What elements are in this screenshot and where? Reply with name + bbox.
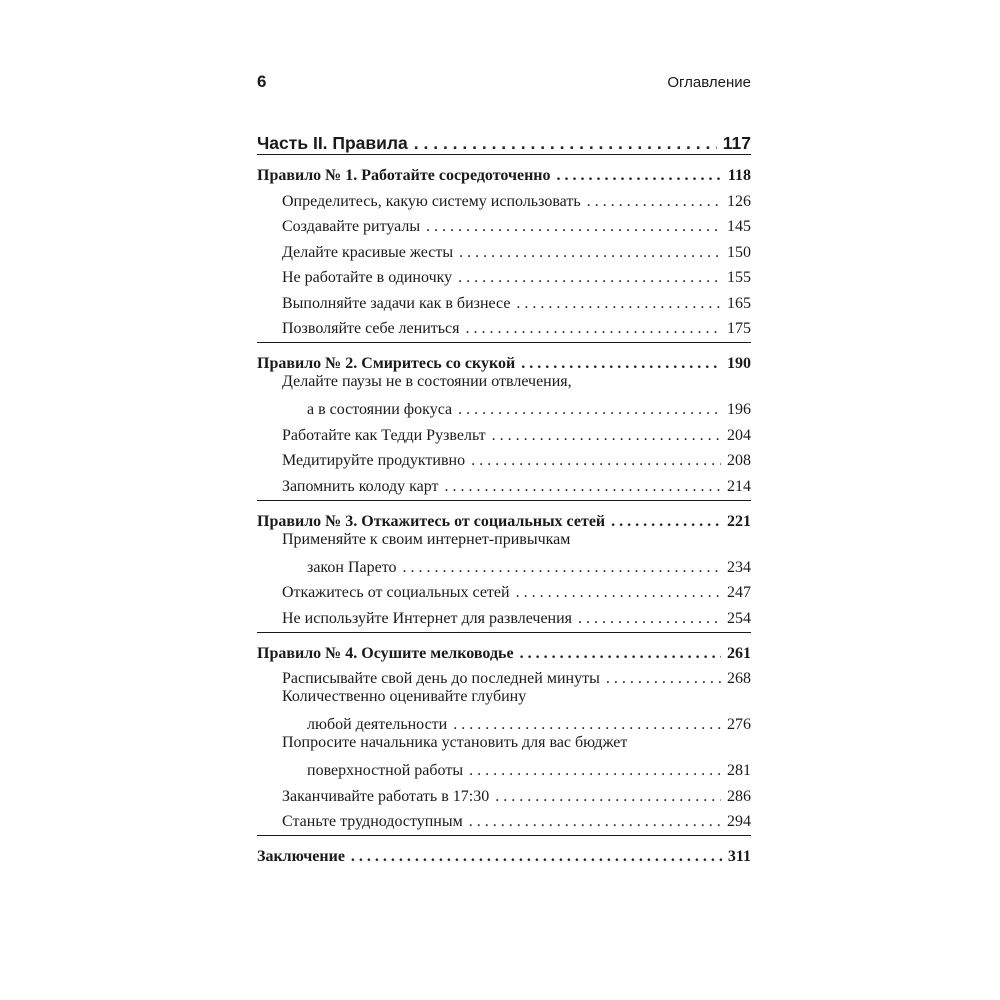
toc-rule	[257, 343, 751, 373]
toc-entry-page: 214	[721, 478, 751, 496]
toc-entry	[257, 531, 751, 577]
toc-entry	[257, 577, 751, 603]
page-number: 6	[257, 72, 267, 91]
dot-leader	[469, 813, 721, 831]
toc-part-page: 117	[717, 133, 751, 154]
toc-conclusion-page: 311	[722, 848, 751, 866]
toc-entry	[257, 185, 751, 211]
toc-entry	[257, 445, 751, 471]
dot-leader	[611, 513, 721, 531]
toc-entry-title: Расписывайте свой день до последней минуты	[282, 670, 606, 688]
toc-entry-title: Не работайте в одиночку	[282, 269, 458, 287]
dot-leader	[453, 716, 721, 734]
dot-leader	[351, 848, 722, 866]
toc-entry-continuation-title: поверхностной работы	[307, 762, 469, 780]
toc-entry-continuation-page: 196	[721, 401, 751, 419]
dot-leader	[516, 295, 721, 313]
toc-rule	[257, 155, 751, 185]
toc-entry-title: Делайте красивые жесты	[282, 244, 459, 262]
toc-entry-continuation	[282, 756, 751, 780]
dot-leader	[587, 193, 721, 211]
toc-entry	[257, 313, 751, 339]
toc-entry	[257, 734, 751, 780]
toc-entry-continuation	[282, 395, 751, 419]
toc-entry-page: 204	[721, 427, 751, 445]
toc-entry	[257, 688, 751, 734]
dot-leader	[557, 167, 722, 185]
dot-leader	[492, 427, 721, 445]
dot-leader	[469, 762, 721, 780]
toc-entry-continuation-page: 234	[721, 559, 751, 577]
toc-part	[257, 128, 751, 154]
toc-entry-title-line: Количественно оценивайте глубину	[282, 688, 527, 705]
toc-rule-title: Правило № 4. Осушите мелководье	[257, 645, 520, 663]
dot-leader	[402, 559, 721, 577]
toc-entry-continuation-title: а в состоянии фокуса	[307, 401, 458, 419]
toc-entry	[257, 287, 751, 313]
dot-leader	[466, 320, 722, 338]
toc-entry	[257, 373, 751, 419]
toc-entry	[257, 780, 751, 806]
toc-entry-title: Заканчивайте работать в 17:30	[282, 788, 495, 806]
toc-entry-continuation-title: закон Парето	[307, 559, 402, 577]
toc-entry-page: 150	[721, 244, 751, 262]
toc-entry-page: 286	[721, 788, 751, 806]
dot-leader	[521, 355, 721, 373]
toc-entry-page: 175	[721, 320, 751, 338]
toc-entry-page: 145	[721, 218, 751, 236]
dot-leader	[459, 244, 721, 262]
toc-entry-title: Выполняйте задачи как в бизнесе	[282, 295, 516, 313]
dot-leader	[471, 452, 721, 470]
toc-entry-title: Работайте как Тедди Рузвельт	[282, 427, 492, 445]
toc-entry	[257, 602, 751, 628]
toc-entry-title-line: Делайте паузы не в состоянии отвлечения,	[282, 373, 572, 390]
toc-entry	[257, 419, 751, 445]
toc-entry-title: Определитесь, какую систему использовать	[282, 193, 587, 211]
toc-entry-continuation-page: 276	[721, 716, 751, 734]
toc-entry-title: Создавайте ритуалы	[282, 218, 426, 236]
toc-entry-page: 126	[721, 193, 751, 211]
toc-entry	[257, 236, 751, 262]
toc-part-title: Часть II. Правила	[257, 133, 414, 154]
toc-entry-page: 254	[721, 610, 751, 628]
dot-leader	[414, 133, 717, 154]
toc-rule	[257, 633, 751, 663]
toc-entry-continuation-title: любой деятельности	[307, 716, 453, 734]
toc-rule-page: 221	[721, 513, 751, 531]
dot-leader	[458, 401, 721, 419]
toc-rule	[257, 501, 751, 531]
toc-rule-page: 118	[722, 167, 751, 185]
toc-entry-continuation	[282, 710, 751, 734]
toc-entry-title: Позволяйте себе лениться	[282, 320, 466, 338]
running-header: Оглавление	[667, 74, 751, 91]
dot-leader	[520, 645, 721, 663]
dot-leader	[426, 218, 721, 236]
toc-entry-page: 165	[721, 295, 751, 313]
toc-entry-continuation	[282, 553, 751, 577]
dot-leader	[495, 788, 721, 806]
toc-entry	[257, 663, 751, 689]
toc-entry-title: Не используйте Интернет для развлечения	[282, 610, 578, 628]
toc-entry-page: 247	[721, 584, 751, 602]
toc-entry	[257, 470, 751, 496]
toc-entry-title-line: Попросите начальника установить для вас бюджет	[282, 734, 628, 751]
toc-entry-page: 155	[721, 269, 751, 287]
toc-entry-title: Медитируйте продуктивно	[282, 452, 471, 470]
dot-leader	[445, 478, 721, 496]
table-of-contents	[257, 128, 751, 866]
toc-entry	[257, 262, 751, 288]
toc-rule-title: Правило № 1. Работайте сосредоточенно	[257, 167, 557, 185]
toc-entry-continuation-page: 281	[721, 762, 751, 780]
dot-leader	[516, 584, 721, 602]
toc-rule-title: Правило № 2. Смиритесь со скукой	[257, 355, 521, 373]
toc-entry-title: Станьте труднодоступным	[282, 813, 469, 831]
toc-rule-page: 190	[721, 355, 751, 373]
toc-rule-title: Правило № 3. Откажитесь от социальных сетей	[257, 513, 611, 531]
toc-entry	[257, 806, 751, 832]
toc-entry-title: Откажитесь от социальных сетей	[282, 584, 516, 602]
toc-entry-page: 208	[721, 452, 751, 470]
toc-entry-title: Запомнить колоду карт	[282, 478, 445, 496]
dot-leader	[606, 670, 721, 688]
toc-entry-page: 268	[721, 670, 751, 688]
toc-conclusion-title: Заключение	[257, 848, 351, 866]
dot-leader	[578, 610, 721, 628]
toc-entry	[257, 211, 751, 237]
dot-leader	[458, 269, 721, 287]
toc-conclusion	[257, 836, 751, 866]
toc-entry-title-line: Применяйте к своим интернет-привычкам	[282, 530, 571, 548]
toc-entry-page: 294	[721, 813, 751, 831]
toc-rule-page: 261	[721, 645, 751, 663]
